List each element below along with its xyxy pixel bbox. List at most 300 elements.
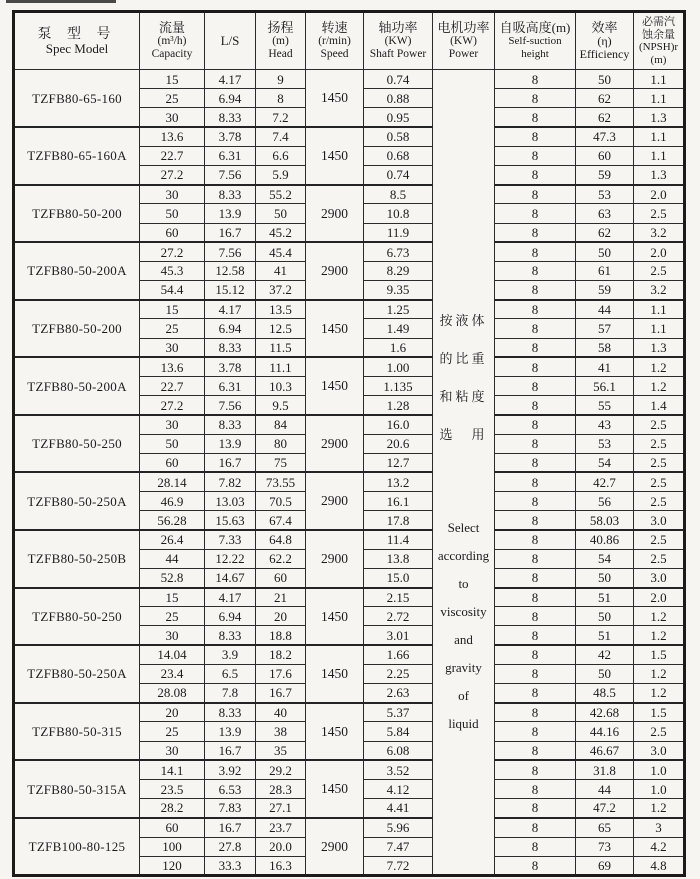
efficiency-cell: 58 bbox=[576, 338, 634, 357]
efficiency-cell: 47.3 bbox=[576, 127, 634, 146]
efficiency-cell: 51 bbox=[576, 588, 634, 607]
npsh-cell: 1.5 bbox=[634, 645, 685, 664]
head-cell: 60 bbox=[256, 568, 306, 587]
suction-height-cell: 8 bbox=[495, 261, 576, 280]
capacity-cell: 27.2 bbox=[140, 396, 205, 415]
capacity-cell: 60 bbox=[140, 223, 205, 242]
head-cell: 75 bbox=[256, 453, 306, 472]
head-cell: 70.5 bbox=[256, 492, 306, 511]
shaft-power-cell: 2.25 bbox=[364, 664, 433, 683]
ls-cell: 7.82 bbox=[205, 472, 256, 491]
header-shaft-line: 轴功率 bbox=[378, 20, 418, 35]
suction-height-cell: 8 bbox=[495, 70, 576, 89]
efficiency-cell: 53 bbox=[576, 185, 634, 204]
capacity-cell: 50 bbox=[140, 204, 205, 223]
shaft-power-cell: 2.72 bbox=[364, 607, 433, 626]
head-cell: 13.5 bbox=[256, 300, 306, 319]
power-note-cn-line: 选 用 bbox=[439, 427, 488, 443]
npsh-cell: 3 bbox=[634, 818, 685, 837]
ls-cell: 16.7 bbox=[205, 453, 256, 472]
speed-cell: 2900 bbox=[306, 472, 364, 530]
suction-height-cell: 8 bbox=[495, 453, 576, 472]
ls-cell: 3.78 bbox=[205, 357, 256, 376]
header-row bbox=[14, 12, 685, 70]
capacity-cell: 45.3 bbox=[140, 261, 205, 280]
ls-cell: 12.22 bbox=[205, 549, 256, 568]
ls-cell: 13.9 bbox=[205, 722, 256, 741]
speed-cell: 1450 bbox=[306, 703, 364, 761]
npsh-cell: 4.2 bbox=[634, 837, 685, 856]
shaft-power-cell: 11.9 bbox=[364, 223, 433, 242]
suction-height-cell: 8 bbox=[495, 684, 576, 703]
shaft-power-cell: 3.01 bbox=[364, 626, 433, 645]
efficiency-cell: 54 bbox=[576, 453, 634, 472]
capacity-cell: 26.4 bbox=[140, 530, 205, 549]
ls-cell: 16.7 bbox=[205, 818, 256, 837]
head-cell: 23.7 bbox=[256, 818, 306, 837]
ls-cell: 13.03 bbox=[205, 492, 256, 511]
efficiency-cell: 73 bbox=[576, 837, 634, 856]
header-capacity-line: 流量 bbox=[158, 20, 185, 35]
table-row bbox=[14, 70, 685, 89]
npsh-cell: 2.5 bbox=[634, 722, 685, 741]
npsh-cell: 1.0 bbox=[634, 779, 685, 798]
efficiency-cell: 59 bbox=[576, 165, 634, 184]
shaft-power-cell: 9.35 bbox=[364, 281, 433, 300]
shaft-power-cell: 3.52 bbox=[364, 760, 433, 779]
capacity-cell: 60 bbox=[140, 453, 205, 472]
npsh-cell: 2.0 bbox=[634, 242, 685, 261]
efficiency-cell: 57 bbox=[576, 319, 634, 338]
npsh-cell: 3.2 bbox=[634, 223, 685, 242]
model-cell: TZFB80-50-250 bbox=[14, 415, 140, 473]
npsh-cell: 1.1 bbox=[634, 70, 685, 89]
efficiency-cell: 56.1 bbox=[576, 377, 634, 396]
power-note-en-line: and bbox=[454, 632, 473, 648]
suction-height-cell: 8 bbox=[495, 319, 576, 338]
speed-cell: 2900 bbox=[306, 242, 364, 300]
model-cell: TZFB100-80-125 bbox=[14, 818, 140, 876]
header-suction bbox=[495, 12, 576, 70]
shaft-power-cell: 1.135 bbox=[364, 377, 433, 396]
suction-height-cell: 8 bbox=[495, 127, 576, 146]
table-row bbox=[14, 760, 685, 779]
head-cell: 64.8 bbox=[256, 530, 306, 549]
table-row bbox=[14, 357, 685, 376]
efficiency-cell: 50 bbox=[576, 607, 634, 626]
head-cell: 18.8 bbox=[256, 626, 306, 645]
capacity-cell: 120 bbox=[140, 856, 205, 875]
head-cell: 12.5 bbox=[256, 319, 306, 338]
ls-cell: 8.33 bbox=[205, 108, 256, 127]
head-cell: 45.2 bbox=[256, 223, 306, 242]
npsh-cell: 1.1 bbox=[634, 127, 685, 146]
efficiency-cell: 59 bbox=[576, 281, 634, 300]
npsh-cell: 2.0 bbox=[634, 588, 685, 607]
ls-cell: 4.17 bbox=[205, 588, 256, 607]
power-note-en-line: of bbox=[458, 688, 469, 704]
table-row bbox=[14, 645, 685, 664]
head-cell: 11.5 bbox=[256, 338, 306, 357]
ls-cell: 14.67 bbox=[205, 568, 256, 587]
capacity-cell: 13.6 bbox=[140, 127, 205, 146]
shaft-power-cell: 1.66 bbox=[364, 645, 433, 664]
capacity-cell: 54.4 bbox=[140, 281, 205, 300]
header-speed bbox=[306, 12, 364, 70]
head-cell: 17.6 bbox=[256, 664, 306, 683]
model-cell: TZFB80-50-315 bbox=[14, 703, 140, 761]
efficiency-cell: 54 bbox=[576, 549, 634, 568]
suction-height-cell: 8 bbox=[495, 818, 576, 837]
ls-cell: 8.33 bbox=[205, 338, 256, 357]
shaft-power-cell: 4.41 bbox=[364, 799, 433, 818]
head-cell: 73.55 bbox=[256, 472, 306, 491]
npsh-cell: 1.2 bbox=[634, 377, 685, 396]
power-note-en-line: Select bbox=[447, 520, 480, 536]
scan-artifact-mark bbox=[6, 0, 116, 3]
ls-cell: 7.56 bbox=[205, 165, 256, 184]
capacity-cell: 30 bbox=[140, 626, 205, 645]
speed-cell: 1450 bbox=[306, 357, 364, 415]
capacity-cell: 56.28 bbox=[140, 511, 205, 530]
model-cell: TZFB80-65-160A bbox=[14, 127, 140, 185]
capacity-cell: 52.8 bbox=[140, 568, 205, 587]
efficiency-cell: 65 bbox=[576, 818, 634, 837]
shaft-power-cell: 17.8 bbox=[364, 511, 433, 530]
npsh-cell: 4.8 bbox=[634, 856, 685, 875]
power-note-en-line: viscosity bbox=[440, 604, 487, 620]
ls-cell: 3.78 bbox=[205, 127, 256, 146]
speed-cell: 2900 bbox=[306, 185, 364, 243]
model-cell: TZFB80-65-160 bbox=[14, 70, 140, 128]
npsh-cell: 2.5 bbox=[634, 415, 685, 434]
suction-height-cell: 8 bbox=[495, 185, 576, 204]
efficiency-cell: 62 bbox=[576, 108, 634, 127]
speed-cell: 1450 bbox=[306, 588, 364, 646]
head-cell: 16.3 bbox=[256, 856, 306, 875]
capacity-cell: 28.08 bbox=[140, 684, 205, 703]
npsh-cell: 3.2 bbox=[634, 281, 685, 300]
ls-cell: 12.58 bbox=[205, 261, 256, 280]
head-cell: 41 bbox=[256, 261, 306, 280]
table-row bbox=[14, 242, 685, 261]
ls-cell: 7.33 bbox=[205, 530, 256, 549]
model-cell: TZFB80-50-200A bbox=[14, 242, 140, 300]
header-capacity-line: (m³/h) bbox=[157, 35, 187, 47]
power-note-cn-line: 的比重 bbox=[439, 351, 488, 367]
npsh-cell: 2.0 bbox=[634, 185, 685, 204]
efficiency-cell: 58.03 bbox=[576, 511, 634, 530]
power-note-cn-line: 和粘度 bbox=[439, 389, 488, 405]
npsh-cell: 1.1 bbox=[634, 146, 685, 165]
head-cell: 21 bbox=[256, 588, 306, 607]
speed-cell: 1450 bbox=[306, 760, 364, 818]
suction-height-cell: 8 bbox=[495, 165, 576, 184]
header-npsh bbox=[634, 12, 685, 70]
capacity-cell: 27.2 bbox=[140, 165, 205, 184]
ls-cell: 8.33 bbox=[205, 703, 256, 722]
head-cell: 55.2 bbox=[256, 185, 306, 204]
ls-cell: 27.8 bbox=[205, 837, 256, 856]
npsh-cell: 1.1 bbox=[634, 89, 685, 108]
table-row bbox=[14, 530, 685, 549]
shaft-power-cell: 10.8 bbox=[364, 204, 433, 223]
ls-cell: 8.33 bbox=[205, 185, 256, 204]
header-ls bbox=[205, 12, 256, 70]
power-note-en-line: gravity bbox=[445, 660, 482, 676]
suction-height-cell: 8 bbox=[495, 338, 576, 357]
shaft-power-cell: 1.25 bbox=[364, 300, 433, 319]
capacity-cell: 46.9 bbox=[140, 492, 205, 511]
npsh-cell: 1.1 bbox=[634, 319, 685, 338]
ls-cell: 6.31 bbox=[205, 377, 256, 396]
power-note-en-line: according bbox=[437, 548, 490, 564]
suction-height-cell: 8 bbox=[495, 281, 576, 300]
table-header bbox=[14, 12, 685, 70]
header-model bbox=[14, 12, 140, 70]
model-cell: TZFB80-50-315A bbox=[14, 760, 140, 818]
capacity-cell: 14.04 bbox=[140, 645, 205, 664]
suction-height-cell: 8 bbox=[495, 549, 576, 568]
suction-height-cell: 8 bbox=[495, 799, 576, 818]
efficiency-cell: 50 bbox=[576, 568, 634, 587]
suction-height-cell: 8 bbox=[495, 357, 576, 376]
efficiency-cell: 42.68 bbox=[576, 703, 634, 722]
suction-height-cell: 8 bbox=[495, 568, 576, 587]
ls-cell: 7.56 bbox=[205, 396, 256, 415]
ls-cell: 4.17 bbox=[205, 70, 256, 89]
model-cell: TZFB80-50-200A bbox=[14, 357, 140, 415]
header-head-line: (m) bbox=[272, 35, 289, 47]
head-cell: 20.0 bbox=[256, 837, 306, 856]
speed-cell: 1450 bbox=[306, 645, 364, 703]
shaft-power-cell: 2.15 bbox=[364, 588, 433, 607]
suction-height-cell: 8 bbox=[495, 626, 576, 645]
speed-cell: 1450 bbox=[306, 300, 364, 358]
efficiency-cell: 43 bbox=[576, 415, 634, 434]
suction-height-cell: 8 bbox=[495, 722, 576, 741]
table-body bbox=[14, 70, 685, 876]
npsh-cell: 2.5 bbox=[634, 204, 685, 223]
efficiency-cell: 41 bbox=[576, 357, 634, 376]
speed-cell: 2900 bbox=[306, 818, 364, 876]
npsh-cell: 3.0 bbox=[634, 741, 685, 760]
shaft-power-cell: 7.72 bbox=[364, 856, 433, 875]
table-row bbox=[14, 818, 685, 837]
shaft-power-cell: 0.58 bbox=[364, 127, 433, 146]
header-power bbox=[433, 12, 495, 70]
npsh-cell: 1.3 bbox=[634, 165, 685, 184]
ls-cell: 15.12 bbox=[205, 281, 256, 300]
header-npsh-line: 蚀余量 bbox=[642, 28, 675, 41]
speed-cell: 1450 bbox=[306, 70, 364, 128]
ls-cell: 6.94 bbox=[205, 607, 256, 626]
shaft-power-cell: 8.29 bbox=[364, 261, 433, 280]
ls-cell: 8.33 bbox=[205, 626, 256, 645]
header-power-line: Power bbox=[448, 48, 479, 60]
suction-height-cell: 8 bbox=[495, 837, 576, 856]
suction-height-cell: 8 bbox=[495, 703, 576, 722]
efficiency-cell: 53 bbox=[576, 434, 634, 453]
header-head-line: 扬程 bbox=[267, 20, 294, 35]
model-cell: TZFB80-50-200 bbox=[14, 185, 140, 243]
header-shaft bbox=[364, 12, 433, 70]
capacity-cell: 25 bbox=[140, 607, 205, 626]
table-row bbox=[14, 472, 685, 491]
capacity-cell: 23.5 bbox=[140, 779, 205, 798]
suction-height-cell: 8 bbox=[495, 89, 576, 108]
suction-height-cell: 8 bbox=[495, 204, 576, 223]
capacity-cell: 27.2 bbox=[140, 242, 205, 261]
suction-height-cell: 8 bbox=[495, 645, 576, 664]
shaft-power-cell: 4.12 bbox=[364, 779, 433, 798]
head-cell: 8 bbox=[256, 89, 306, 108]
suction-height-cell: 8 bbox=[495, 856, 576, 875]
capacity-cell: 20 bbox=[140, 703, 205, 722]
npsh-cell: 3.0 bbox=[634, 568, 685, 587]
table-row bbox=[14, 185, 685, 204]
suction-height-cell: 8 bbox=[495, 415, 576, 434]
capacity-cell: 13.6 bbox=[140, 357, 205, 376]
head-cell: 9.5 bbox=[256, 396, 306, 415]
suction-height-cell: 8 bbox=[495, 300, 576, 319]
header-eff-line: (η) bbox=[597, 34, 612, 48]
suction-height-cell: 8 bbox=[495, 492, 576, 511]
speed-cell: 1450 bbox=[306, 127, 364, 185]
head-cell: 27.1 bbox=[256, 799, 306, 818]
power-note-cn-line: 按液体 bbox=[439, 313, 488, 329]
shaft-power-cell: 13.8 bbox=[364, 549, 433, 568]
capacity-cell: 15 bbox=[140, 300, 205, 319]
power-note-gap bbox=[433, 454, 494, 514]
suction-height-cell: 8 bbox=[495, 223, 576, 242]
header-suction-line: height bbox=[521, 48, 549, 60]
npsh-cell: 1.5 bbox=[634, 703, 685, 722]
head-cell: 62.2 bbox=[256, 549, 306, 568]
header-head-line: Head bbox=[268, 48, 293, 60]
suction-height-cell: 8 bbox=[495, 108, 576, 127]
efficiency-cell: 46.67 bbox=[576, 741, 634, 760]
header-power-line: 电机功率 bbox=[437, 20, 490, 35]
model-cell: TZFB80-50-250A bbox=[14, 472, 140, 530]
npsh-cell: 2.5 bbox=[634, 434, 685, 453]
ls-cell: 6.94 bbox=[205, 89, 256, 108]
ls-cell: 13.9 bbox=[205, 434, 256, 453]
efficiency-cell: 44.16 bbox=[576, 722, 634, 741]
npsh-cell: 2.5 bbox=[634, 530, 685, 549]
table-row bbox=[14, 588, 685, 607]
shaft-power-cell: 16.1 bbox=[364, 492, 433, 511]
suction-height-cell: 8 bbox=[495, 396, 576, 415]
shaft-power-cell: 1.6 bbox=[364, 338, 433, 357]
speed-cell: 2900 bbox=[306, 530, 364, 588]
capacity-cell: 60 bbox=[140, 818, 205, 837]
ls-cell: 7.83 bbox=[205, 799, 256, 818]
ls-cell: 8.33 bbox=[205, 415, 256, 434]
shaft-power-cell: 6.73 bbox=[364, 242, 433, 261]
suction-height-cell: 8 bbox=[495, 664, 576, 683]
efficiency-cell: 62 bbox=[576, 89, 634, 108]
shaft-power-cell: 5.84 bbox=[364, 722, 433, 741]
head-cell: 20 bbox=[256, 607, 306, 626]
shaft-power-cell: 7.47 bbox=[364, 837, 433, 856]
shaft-power-cell: 6.08 bbox=[364, 741, 433, 760]
efficiency-cell: 69 bbox=[576, 856, 634, 875]
shaft-power-cell: 1.28 bbox=[364, 396, 433, 415]
header-speed-line: (r/min) bbox=[318, 35, 351, 47]
shaft-power-cell: 0.88 bbox=[364, 89, 433, 108]
efficiency-cell: 50 bbox=[576, 70, 634, 89]
capacity-cell: 28.2 bbox=[140, 799, 205, 818]
capacity-cell: 28.14 bbox=[140, 472, 205, 491]
efficiency-cell: 63 bbox=[576, 204, 634, 223]
ls-cell: 4.17 bbox=[205, 300, 256, 319]
shaft-power-cell: 0.74 bbox=[364, 165, 433, 184]
head-cell: 38 bbox=[256, 722, 306, 741]
head-cell: 9 bbox=[256, 70, 306, 89]
capacity-cell: 22.7 bbox=[140, 377, 205, 396]
shaft-power-cell: 20.6 bbox=[364, 434, 433, 453]
head-cell: 50 bbox=[256, 204, 306, 223]
model-cell: TZFB80-50-200 bbox=[14, 300, 140, 358]
head-cell: 35 bbox=[256, 741, 306, 760]
capacity-cell: 50 bbox=[140, 434, 205, 453]
shaft-power-cell: 13.2 bbox=[364, 472, 433, 491]
suction-height-cell: 8 bbox=[495, 607, 576, 626]
head-cell: 5.9 bbox=[256, 165, 306, 184]
header-model-line: 泵 型 号 bbox=[37, 26, 117, 42]
npsh-cell: 1.2 bbox=[634, 664, 685, 683]
capacity-cell: 14.1 bbox=[140, 760, 205, 779]
header-eff-line: Efficiency bbox=[579, 47, 630, 61]
header-shaft-line: (KW) bbox=[384, 35, 412, 47]
head-cell: 28.3 bbox=[256, 779, 306, 798]
head-cell: 11.1 bbox=[256, 357, 306, 376]
efficiency-cell: 50 bbox=[576, 242, 634, 261]
efficiency-cell: 48.5 bbox=[576, 684, 634, 703]
efficiency-cell: 40.86 bbox=[576, 530, 634, 549]
efficiency-cell: 62 bbox=[576, 223, 634, 242]
head-cell: 6.6 bbox=[256, 146, 306, 165]
header-ls-line: L/S bbox=[220, 33, 240, 48]
header-capacity-line: Capacity bbox=[151, 48, 193, 60]
npsh-cell: 1.2 bbox=[634, 607, 685, 626]
efficiency-cell: 55 bbox=[576, 396, 634, 415]
ls-cell: 3.9 bbox=[205, 645, 256, 664]
npsh-cell: 1.3 bbox=[634, 108, 685, 127]
head-cell: 10.3 bbox=[256, 377, 306, 396]
shaft-power-cell: 15.0 bbox=[364, 568, 433, 587]
speed-cell: 2900 bbox=[306, 415, 364, 473]
ls-cell: 33.3 bbox=[205, 856, 256, 875]
head-cell: 45.4 bbox=[256, 242, 306, 261]
capacity-cell: 30 bbox=[140, 338, 205, 357]
suction-height-cell: 8 bbox=[495, 779, 576, 798]
head-cell: 37.2 bbox=[256, 281, 306, 300]
head-cell: 40 bbox=[256, 703, 306, 722]
npsh-cell: 1.2 bbox=[634, 626, 685, 645]
header-npsh-line: 必需汽 bbox=[642, 16, 675, 28]
npsh-cell: 2.5 bbox=[634, 549, 685, 568]
npsh-cell: 3.0 bbox=[634, 511, 685, 530]
header-speed-line: 转速 bbox=[321, 20, 348, 35]
efficiency-cell: 50 bbox=[576, 664, 634, 683]
model-cell: TZFB80-50-250A bbox=[14, 645, 140, 703]
suction-height-cell: 8 bbox=[495, 434, 576, 453]
efficiency-cell: 60 bbox=[576, 146, 634, 165]
header-speed-line: Speed bbox=[320, 48, 349, 60]
header-head bbox=[256, 12, 306, 70]
